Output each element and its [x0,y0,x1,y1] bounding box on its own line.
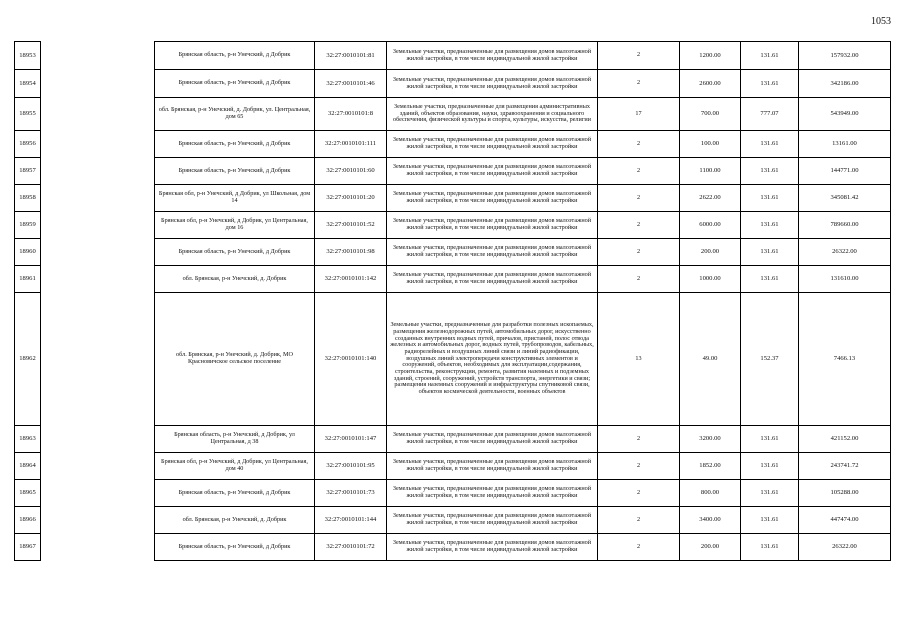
cadastral-value-cell: 7466.13 [799,293,891,426]
table-row [15,185,891,212]
spacer-cell [41,293,155,426]
table-row [15,131,891,158]
area-cell: 2600.00 [680,70,741,98]
area-cell: 2622.00 [680,185,741,212]
land-purpose-cell: Земельные участки, предназначенные для размещения домов малоэтажной жилой застройки, в том числе индивидуальной жилой застройки [387,480,598,507]
cadastral-value-cell: 243741.72 [799,453,891,480]
row-number: 18966 [15,507,41,534]
specific-value-cell: 131.61 [741,534,799,561]
table-row [15,507,891,534]
specific-value-cell: 152.37 [741,293,799,426]
specific-value-cell: 131.61 [741,453,799,480]
table-row [15,534,891,561]
cadastral-number-cell: 32:27:0010101:73 [315,480,387,507]
specific-value-cell: 131.61 [741,212,799,239]
row-number: 18967 [15,534,41,561]
address-cell: обл. Брянская, р-н Унечский, д. Добрик, ул. Центральная, дом 65 [155,98,315,131]
address-cell: Брянская область, р-н Унечский, д Добрик [155,42,315,70]
land-purpose-cell: Земельные участки, предназначенные для размещения домов малоэтажной жилой застройки, в том числе индивидуальной жилой застройки [387,534,598,561]
address-cell: Брянская область, р-н Унечский, д Добрик [155,534,315,561]
cadastral-value-cell: 157932.00 [799,42,891,70]
address-cell: Брянская обл, р-н Унечский, д Добрик, ул Школьная, дом 14 [155,185,315,212]
address-cell: Брянская область, р-н Унечский, д Добрик, ул Центральная, д 38 [155,426,315,453]
row-number: 18962 [15,293,41,426]
group-cell: 2 [598,266,680,293]
cadastral-value-cell: 144771.00 [799,158,891,185]
cadastral-number-cell: 32:27:0010101:8 [315,98,387,131]
address-cell: обл. Брянская, р-н Унечский, д. Добрик, МО Красновичское сельское поселение [155,293,315,426]
land-purpose-cell: Земельные участки, предназначенные для размещения домов малоэтажной жилой застройки, в том числе индивидуальной жилой застройки [387,185,598,212]
spacer-cell [41,131,155,158]
spacer-cell [41,98,155,131]
page-number: 1053 [871,16,891,27]
group-cell: 2 [598,131,680,158]
group-cell: 2 [598,480,680,507]
address-cell: Брянская область, р-н Унечский, д Добрик [155,131,315,158]
row-number: 18961 [15,266,41,293]
table-row [15,480,891,507]
group-cell: 2 [598,534,680,561]
row-number: 18960 [15,239,41,266]
cadastral-value-cell: 131610.00 [799,266,891,293]
table-row [15,453,891,480]
row-number: 18963 [15,426,41,453]
land-purpose-cell: Земельные участки, предназначенные для размещения домов малоэтажной жилой застройки, в том числе индивидуальной жилой застройки [387,453,598,480]
spacer-cell [41,426,155,453]
area-cell: 49.00 [680,293,741,426]
cadastral-value-cell: 342186.00 [799,70,891,98]
row-number: 18954 [15,70,41,98]
table-row [15,266,891,293]
row-number: 18953 [15,42,41,70]
cadastral-number-cell: 32:27:0010101:95 [315,453,387,480]
table-row [15,158,891,185]
spacer-cell [41,534,155,561]
cadastral-number-cell: 32:27:0010101:142 [315,266,387,293]
table-row [15,70,891,98]
cadastral-value-cell: 105288.00 [799,480,891,507]
cadastral-number-cell: 32:27:0010101:81 [315,42,387,70]
address-cell: Брянская область, р-н Унечский, д Добрик [155,480,315,507]
group-cell: 2 [598,185,680,212]
row-number: 18956 [15,131,41,158]
area-cell: 700.00 [680,98,741,131]
area-cell: 3400.00 [680,507,741,534]
group-cell: 2 [598,453,680,480]
area-cell: 800.00 [680,480,741,507]
table-row [15,426,891,453]
specific-value-cell: 131.61 [741,158,799,185]
spacer-cell [41,266,155,293]
land-purpose-cell: Земельные участки, предназначенные для разработки полезных ископаемых, размещения железнодорожных путей, автомобильных дорог, искусственно созданных внутренних водных путей, причалов, пристаней, полос отвода железных и автомобильных дорог, водных путей, трубопроводов, кабельных, радиорелейных и воздушных линий связи и линий радиофикации, воздушных линий электропередачи конструктивных элементов и сооружений, объектов, необходимых для эксплуатации,содержания, строительства, реконструкции, ремонта, развития наземных и подземных зданий, строений, сооружений, устройств транспорта, энергетики и связи; размещения наземных сооружений и инфраструктуры спутниковой связи, объектов космической деятельности, военных объектов [387,293,598,426]
land-purpose-cell: Земельные участки, предназначенные для размещения домов малоэтажной жилой застройки, в том числе индивидуальной жилой застройки [387,158,598,185]
specific-value-cell: 131.61 [741,507,799,534]
area-cell: 1200.00 [680,42,741,70]
specific-value-cell: 131.61 [741,239,799,266]
area-cell: 200.00 [680,239,741,266]
group-cell: 2 [598,158,680,185]
cadastral-number-cell: 32:27:0010101:46 [315,70,387,98]
cadastral-number-cell: 32:27:0010101:52 [315,212,387,239]
specific-value-cell: 131.61 [741,70,799,98]
row-number: 18955 [15,98,41,131]
cadastral-number-cell: 32:27:0010101:140 [315,293,387,426]
spacer-cell [41,42,155,70]
address-cell: Брянская область, р-н Унечский, д Добрик [155,70,315,98]
row-number: 18965 [15,480,41,507]
cadastral-number-cell: 32:27:0010101:111 [315,131,387,158]
spacer-cell [41,212,155,239]
group-cell: 2 [598,507,680,534]
area-cell: 6000.00 [680,212,741,239]
specific-value-cell: 131.61 [741,266,799,293]
group-cell: 2 [598,212,680,239]
address-cell: Брянская обл, р-н Унечский, д Добрик, ул Центральная, дом 16 [155,212,315,239]
specific-value-cell: 131.61 [741,480,799,507]
land-purpose-cell: Земельные участки, предназначенные для размещения домов малоэтажной жилой застройки, в том числе индивидуальной жилой застройки [387,42,598,70]
specific-value-cell: 131.61 [741,42,799,70]
table-row [15,239,891,266]
area-cell: 1000.00 [680,266,741,293]
group-cell: 2 [598,426,680,453]
table-row [15,212,891,239]
area-cell: 1100.00 [680,158,741,185]
group-cell: 17 [598,98,680,131]
cadastral-number-cell: 32:27:0010101:20 [315,185,387,212]
cadastral-value-table [14,41,891,561]
row-number: 18958 [15,185,41,212]
specific-value-cell: 131.61 [741,185,799,212]
cadastral-value-cell: 345081.42 [799,185,891,212]
table-row [15,293,891,426]
address-cell: Брянская область, р-н Унечский, д Добрик [155,158,315,185]
cadastral-value-cell: 789660.00 [799,212,891,239]
cadastral-number-cell: 32:27:0010101:72 [315,534,387,561]
row-number: 18964 [15,453,41,480]
land-purpose-cell: Земельные участки, предназначенные для размещения домов малоэтажной жилой застройки, в том числе индивидуальной жилой застройки [387,212,598,239]
address-cell: обл. Брянская, р-н Унечский, д. Добрик [155,507,315,534]
cadastral-number-cell: 32:27:0010101:98 [315,239,387,266]
spacer-cell [41,185,155,212]
table-row [15,98,891,131]
spacer-cell [41,158,155,185]
cadastral-value-cell: 447474.00 [799,507,891,534]
spacer-cell [41,453,155,480]
land-purpose-cell: Земельные участки, предназначенные для размещения административных зданий, объектов образования, науки, здравоохранения и социального обеспечения, физической культуры и спорта, культуры, искусства, религии [387,98,598,131]
area-cell: 1852.00 [680,453,741,480]
cadastral-value-cell: 13161.00 [799,131,891,158]
land-purpose-cell: Земельные участки, предназначенные для размещения домов малоэтажной жилой застройки, в том числе индивидуальной жилой застройки [387,426,598,453]
land-purpose-cell: Земельные участки, предназначенные для размещения домов малоэтажной жилой застройки, в том числе индивидуальной жилой застройки [387,70,598,98]
address-cell: Брянская обл, р-н Унечский, д Добрик, ул Центральная, дом 40 [155,453,315,480]
spacer-cell [41,507,155,534]
row-number: 18957 [15,158,41,185]
table-row [15,42,891,70]
cadastral-value-cell: 26322.00 [799,534,891,561]
land-purpose-cell: Земельные участки, предназначенные для размещения домов малоэтажной жилой застройки, в том числе индивидуальной жилой застройки [387,507,598,534]
group-cell: 2 [598,70,680,98]
spacer-cell [41,480,155,507]
cadastral-number-cell: 32:27:0010101:60 [315,158,387,185]
area-cell: 3200.00 [680,426,741,453]
group-cell: 2 [598,42,680,70]
row-number: 18959 [15,212,41,239]
specific-value-cell: 777.07 [741,98,799,131]
spacer-cell [41,70,155,98]
land-purpose-cell: Земельные участки, предназначенные для размещения домов малоэтажной жилой застройки, в том числе индивидуальной жилой застройки [387,266,598,293]
cadastral-value-cell: 26322.00 [799,239,891,266]
area-cell: 200.00 [680,534,741,561]
group-cell: 13 [598,293,680,426]
address-cell: Брянская область, р-н Унечский, д Добрик [155,239,315,266]
specific-value-cell: 131.61 [741,131,799,158]
specific-value-cell: 131.61 [741,426,799,453]
spacer-cell [41,239,155,266]
cadastral-number-cell: 32:27:0010101:144 [315,507,387,534]
land-purpose-cell: Земельные участки, предназначенные для размещения домов малоэтажной жилой застройки, в том числе индивидуальной жилой застройки [387,239,598,266]
address-cell: обл. Брянская, р-н Унечский, д. Добрик [155,266,315,293]
area-cell: 100.00 [680,131,741,158]
land-purpose-cell: Земельные участки, предназначенные для размещения домов малоэтажной жилой застройки, в том числе индивидуальной жилой застройки [387,131,598,158]
cadastral-value-cell: 543949.00 [799,98,891,131]
group-cell: 2 [598,239,680,266]
cadastral-number-cell: 32:27:0010101:147 [315,426,387,453]
cadastral-value-cell: 421152.00 [799,426,891,453]
